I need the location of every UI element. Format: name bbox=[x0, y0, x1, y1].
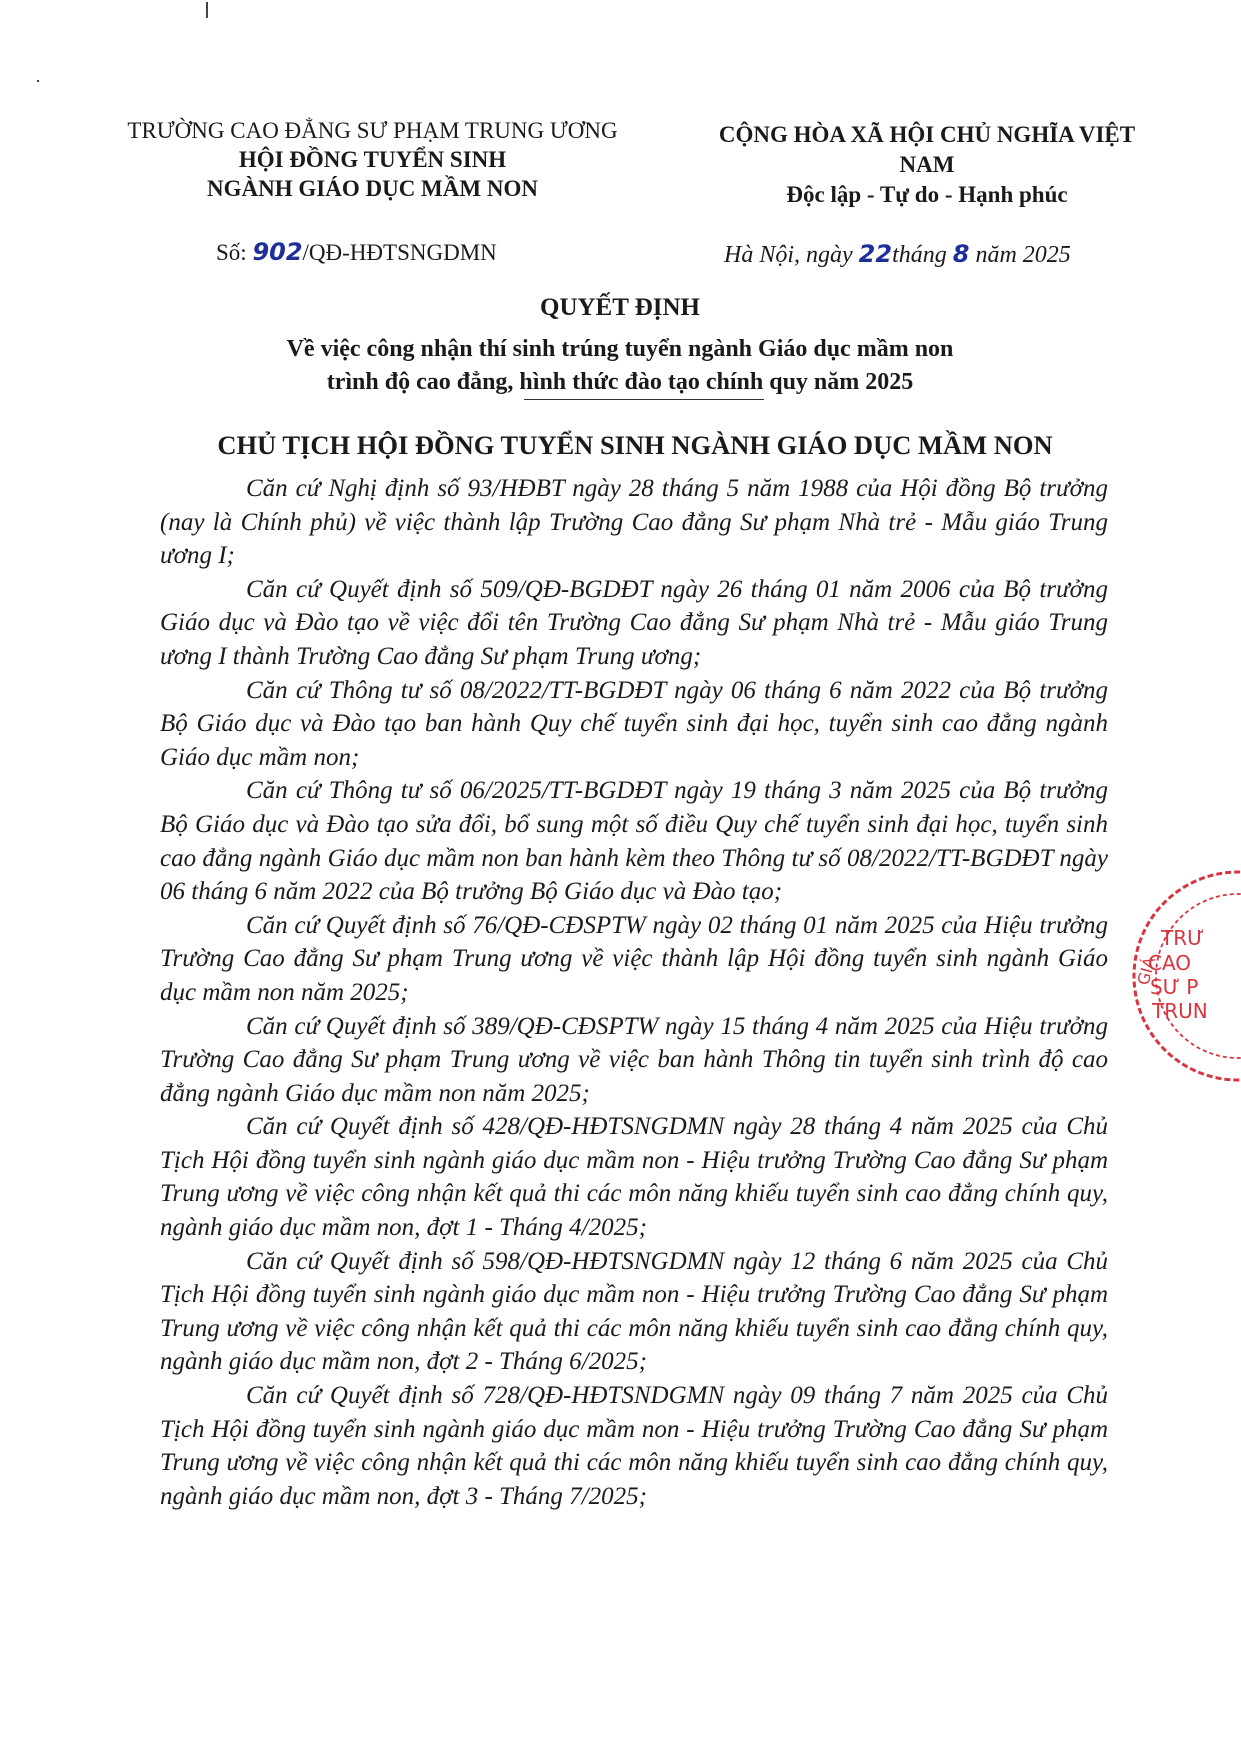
legal-basis-paragraph: Căn cứ Quyết định số 428/QĐ-HĐTSNGDMN ngày 28 tháng 4 năm 2025 của Chủ Tịch Hội đồng tuyển sinh ngành giáo dục mầm non - Hiệu trưởng Trường Cao đẳng Sư phạm Trung ương về việc công nhận kết quả thi các môn năng khiếu tuyển sinh cao đẳng chính quy, ngành giáo dục mầm non, đợt 1 - Tháng 4/2025; bbox=[160, 1113, 1108, 1242]
stamp-text-line-1: TRƯ bbox=[1161, 926, 1205, 950]
document-subtitle bbox=[150, 333, 1090, 399]
authority-heading: CHỦ TỊCH HỘI ĐỒNG TUYỂN SINH NGÀNH GIÁO DỤC MẦM NON bbox=[217, 430, 1053, 460]
document-number-prefix: Số: bbox=[216, 240, 253, 265]
issuer-major: NGÀNH GIÁO DỤC MẦM NON bbox=[207, 176, 538, 201]
issuer-school: TRƯỜNG CAO ĐẲNG SƯ PHẠM TRUNG ƯƠNG bbox=[127, 118, 618, 143]
issuer-council: HỘI ĐỒNG TUYỂN SINH bbox=[238, 147, 507, 172]
document-title: QUYẾT ĐỊNH bbox=[540, 294, 700, 321]
document-body bbox=[160, 472, 1108, 1513]
subtitle-line-1: Về việc công nhận thí sinh trúng tuyển ngành Giáo dục mầm non bbox=[286, 336, 954, 362]
issue-day: 22 bbox=[858, 240, 893, 268]
legal-basis-paragraph: Căn cứ Quyết định số 76/QĐ-CĐSPTW ngày 02 tháng 01 năm 2025 của Hiệu trưởng Trường Cao đẳng Sư phạm Trung ương về việc thành lập Hội đồng tuyển sinh ngành Giáo dục mầm non năm 2025; bbox=[160, 911, 1108, 1006]
document-number-handwritten: 902 bbox=[252, 238, 303, 266]
legal-basis-paragraph: Căn cứ Thông tư số 08/2022/TT-BGDĐT ngày 06 tháng 6 năm 2022 của Bộ trưởng Bộ Giáo dục và Đào tạo ban hành Quy chế tuyển sinh đại học, tuyển sinh cao đẳng ngành Giáo dục mầm non; bbox=[160, 676, 1108, 771]
stamp-text-line-3: SƯ P bbox=[1150, 975, 1199, 999]
subtitle-line-2: trình độ cao đẳng, hình thức đào tạo chính quy năm 2025 bbox=[326, 369, 914, 395]
issuer-block bbox=[100, 116, 645, 203]
legal-basis-paragraph: Căn cứ Thông tư số 06/2025/TT-BGDĐT ngày 19 tháng 3 năm 2025 của Bộ trưởng Bộ Giáo dục và Đào tạo sửa đổi, bổ sung một số điều Quy chế tuyển sinh đại học, tuyển sinh cao đẳng ngành Giáo dục mầm non ban hành kèm theo Thông tư số 08/2022/TT-BGDĐT ngày 06 tháng 6 năm 2022 của Bộ trưởng Bộ Giáo dục và Đào tạo; bbox=[160, 777, 1108, 906]
subtitle-underline bbox=[524, 399, 764, 400]
legal-basis-paragraph: Căn cứ Quyết định số 598/QĐ-HĐTSNGDMN ngày 12 tháng 6 năm 2025 của Chủ Tịch Hội đồng tuyển sinh ngành giáo dục mầm non - Hiệu trưởng Trường Cao đẳng Sư phạm Trung ương về việc công nhận kết quả thi các môn năng khiếu tuyển sinh cao đẳng chính quy, ngành giáo dục mầm non, đợt 2 - Tháng 6/2025; bbox=[160, 1247, 1108, 1376]
document-number-suffix: /QĐ-HĐTSNGDMN bbox=[302, 240, 497, 265]
legal-basis-paragraph: Căn cứ Nghị định số 93/HĐBT ngày 28 tháng 5 năm 1988 của Hội đồng Bộ trưởng (nay là Chính phủ) về việc thành lập Trường Cao đẳng Sư phạm Nhà trẻ - Mẫu giáo Trung ương I; bbox=[160, 475, 1108, 570]
country-name: CỘNG HÒA XÃ HỘI CHỦ NGHĨA VIỆT NAM bbox=[718, 122, 1136, 177]
motto: Độc lập - Tự do - Hạnh phúc bbox=[786, 182, 1068, 207]
stamp-text-line-4: TRUN bbox=[1152, 999, 1208, 1023]
stamp-rim-text: GIÁ bbox=[1133, 955, 1160, 988]
issue-year: năm 2025 bbox=[969, 242, 1071, 268]
red-seal-stamp bbox=[1128, 866, 1241, 1086]
scan-mark bbox=[37, 80, 39, 82]
issue-place: Hà Nội, ngày bbox=[724, 242, 859, 268]
issue-date bbox=[724, 240, 1071, 269]
document-number bbox=[216, 238, 497, 266]
issue-month-label: tháng bbox=[892, 242, 953, 268]
national-motto-block bbox=[692, 120, 1162, 210]
legal-basis-paragraph: Căn cứ Quyết định số 728/QĐ-HĐTSNDGMN ngày 09 tháng 7 năm 2025 của Chủ Tịch Hội đồng tuyển sinh ngành giáo dục mầm non - Hiệu trưởng Trường Cao đẳng Sư phạm Trung ương về việc công nhận kết quả thi các môn năng khiếu tuyển sinh cao đẳng chính quy, ngành giáo dục mầm non, đợt 3 - Tháng 7/2025; bbox=[160, 1382, 1108, 1510]
stamp-text-line-2: CAO bbox=[1148, 951, 1192, 975]
scan-mark bbox=[206, 2, 208, 18]
legal-basis-paragraph: Căn cứ Quyết định số 389/QĐ-CĐSPTW ngày 15 tháng 4 năm 2025 của Hiệu trưởng Trường Cao đẳng Sư phạm Trung ương về việc ban hành Thông tin tuyển sinh trình độ cao đẳng ngành Giáo dục mầm non năm 2025; bbox=[160, 1012, 1108, 1107]
issue-month: 8 bbox=[952, 240, 970, 268]
legal-basis-paragraph: Căn cứ Quyết định số 509/QĐ-BGDĐT ngày 26 tháng 01 năm 2006 của Bộ trưởng Giáo dục và Đào tạo về việc đổi tên Trường Cao đẳng Sư phạm Nhà trẻ - Mẫu giáo Trung ương I thành Trường Cao đẳng Sư phạm Trung ương; bbox=[160, 575, 1108, 670]
